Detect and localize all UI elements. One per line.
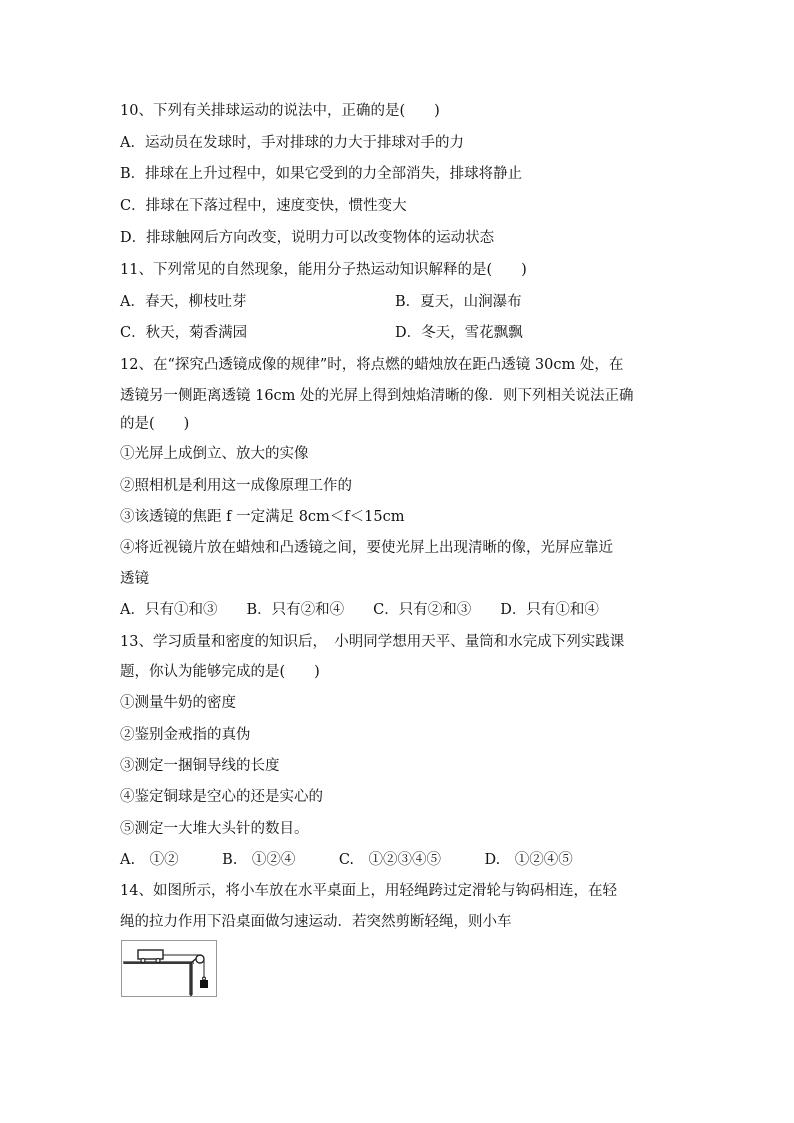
q11-option-b: B．夏天，山涧瀑布: [395, 294, 522, 310]
q10-option-a: A．运动员在发球时，手对排球的力大于排球对手的力: [120, 135, 464, 151]
hook-weight: [200, 980, 208, 988]
q13-stem-line1: 13、学习质量和密度的知识后， 小明同学想用天平、量筒和水完成下列实践课: [120, 634, 625, 650]
q12-statement-1: ①光屏上成倒立、放大的实像: [120, 446, 309, 462]
q13-statement-5: ⑤测定一大堆大头针的数目。: [120, 821, 309, 837]
q12-stem-line1: 12、在“探究凸透镜成像的规律”时，将点燃的蜡烛放在距凸透镜 30cm 处，在: [120, 357, 624, 373]
q11-option-d: D．冬天，雪花飘飘: [395, 325, 523, 341]
q10-stem: 10、下列有关排球运动的说法中，正确的是( ): [120, 103, 440, 119]
q11-option-c: C．秋天，菊香满园: [120, 325, 248, 341]
q11-stem: 11、下列常见的自然现象，能用分子热运动知识解释的是( ): [120, 262, 527, 278]
cart-wheel-right: [156, 959, 160, 963]
q12-stem-line3: 的是( ): [120, 416, 190, 432]
q13-statement-4: ④鉴定铜球是空心的还是实心的: [120, 789, 323, 805]
pulley-wheel: [196, 955, 204, 963]
cart-pulley-figure: [121, 940, 217, 997]
q10-option-b: B．排球在上升过程中，如果它受到的力全部消失，排球将静止: [120, 166, 523, 182]
q13-statement-2: ②鉴别金戒指的真伪: [120, 727, 251, 743]
cart-wheel-left: [141, 959, 145, 963]
q12-statement-4-line2: 透镜: [120, 571, 149, 587]
q12-statement-4-line1: ④将近视镜片放在蜡烛和凸透镜之间，要使光屏上出现清晰的像，光屏应靠近: [120, 540, 613, 556]
q12-statement-3: ③该透镜的焦距 f 一定满足 8cm＜f＜15cm: [120, 509, 405, 525]
q10-option-d: D．排球触网后方向改变，说明力可以改变物体的运动状态: [120, 230, 495, 246]
q13-stem-line2: 题，你认为能够完成的是( ): [120, 664, 320, 680]
q13-statement-1: ①测量牛奶的密度: [120, 695, 236, 711]
q12-options: A．只有①和③ B．只有②和④ C．只有②和③ D．只有①和④: [120, 602, 599, 618]
q14-stem-line2: 绳的拉力作用下沿桌面做匀速运动．若突然剪断轻绳，则小车: [120, 914, 512, 930]
figure-frame: [122, 941, 217, 997]
q13-options: A. ①② B. ①②④ C. ①②③④⑤ D. ①②④⑤: [120, 852, 573, 868]
q14-stem-line1: 14、如图所示，将小车放在水平桌面上，用轻绳跨过定滑轮与钩码相连，在轻: [120, 883, 617, 899]
q11-option-a: A．春天，柳枝吐芽: [120, 294, 247, 310]
q12-stem-line2: 透镜另一侧距离透镜 16cm 处的光屏上得到烛焰清晰的像．则下列相关说法正确: [120, 388, 634, 404]
q10-option-c: C．排球在下落过程中，速度变快，惯性变大: [120, 198, 407, 214]
cart-body: [138, 950, 163, 959]
q12-statement-2: ②照相机是利用这一成像原理工作的: [120, 478, 352, 494]
q13-statement-3: ③测定一捆铜导线的长度: [120, 758, 280, 774]
